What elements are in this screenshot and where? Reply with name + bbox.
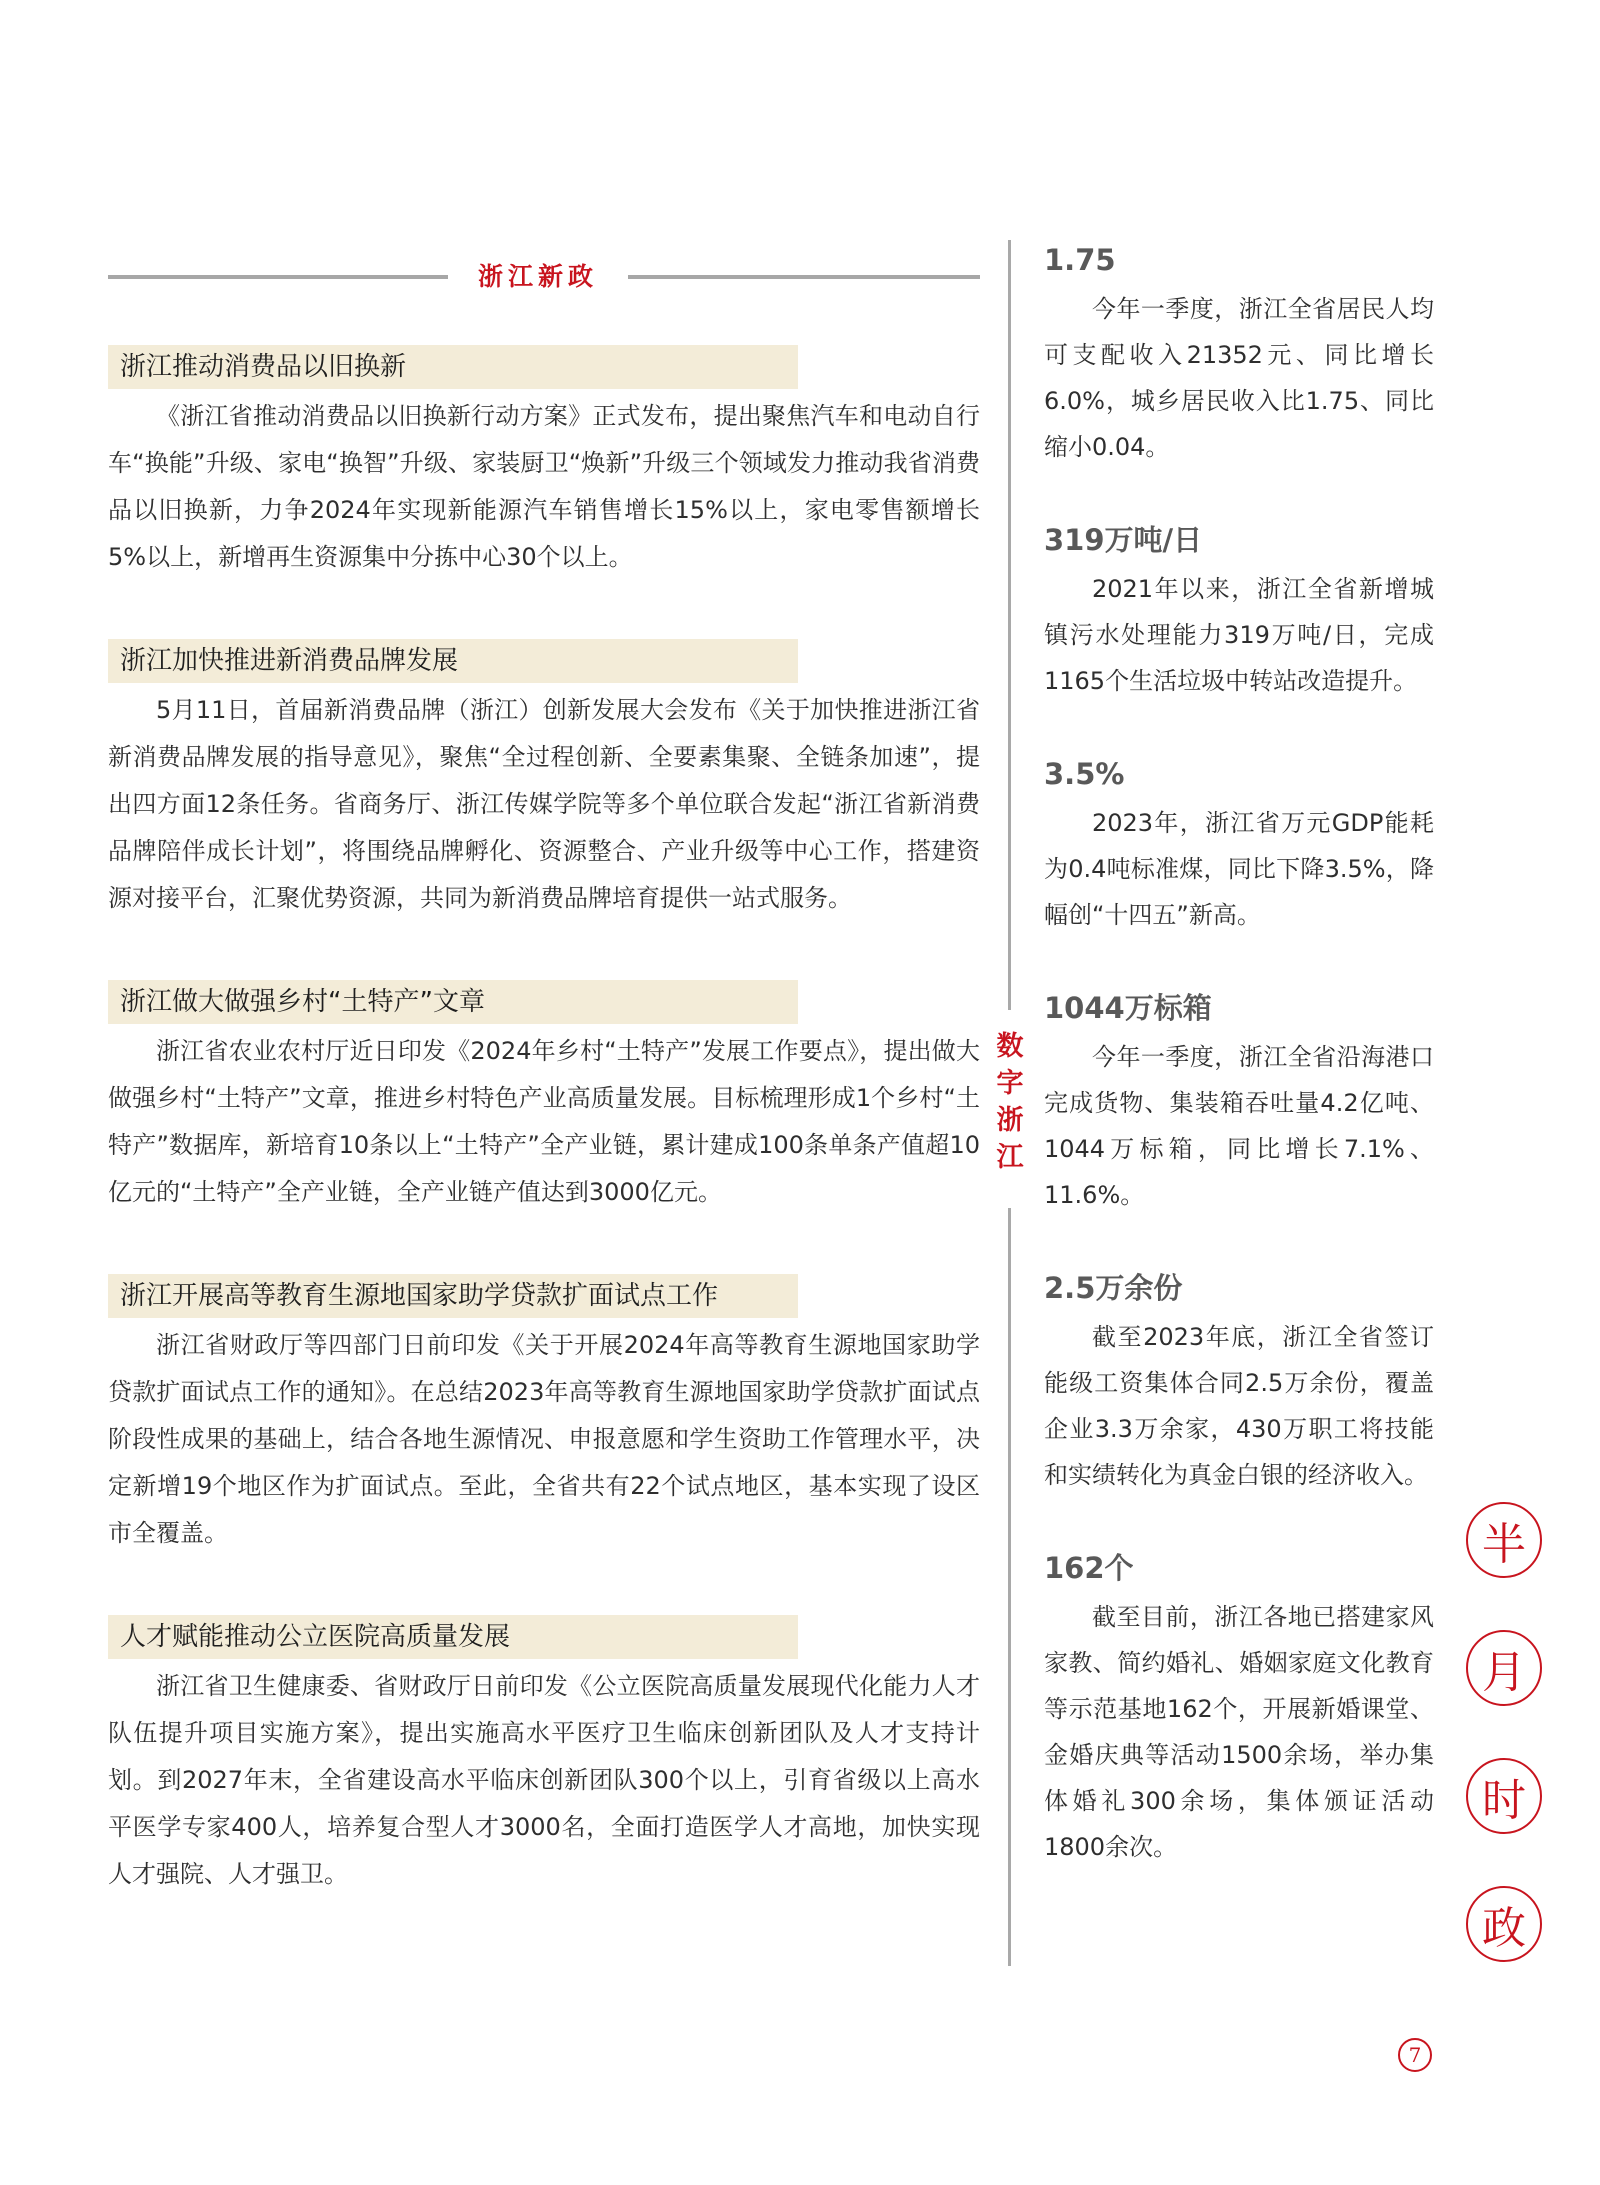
section-rule-right	[628, 275, 980, 279]
column-logo	[1466, 1502, 1544, 2014]
stat-text: 2021年以来，浙江全省新增城镇污水处理能力319万吨/日，完成1165个生活垃圾中转站改造提升。	[1044, 575, 1434, 695]
stat-number: 162个	[1044, 1551, 1134, 1585]
sidebar-title-char: 数	[996, 1031, 1024, 1062]
vertical-rule-top	[1008, 240, 1011, 1010]
article-body: 5月11日，首届新消费品牌（浙江）创新发展大会发布《关于加快推进浙江省新消费品牌发展的指导意见》，聚焦“全过程创新、全要素集聚、全链条加速”，提出四方面12条任务。省商务厅、浙江传媒学院等多个单位联合发起“浙江省新消费品牌陪伴成长计划”，将围绕品牌孵化、资源整合、产业升级等中心工作，搭建资源对接平台，汇聚优势资源，共同为新消费品牌培育提供一站式服务。	[108, 696, 980, 912]
stat-item	[1044, 240, 1434, 470]
stat-number: 1.75	[1044, 243, 1116, 277]
section-header	[108, 260, 980, 294]
vertical-rule-bottom	[1008, 1208, 1011, 1966]
sidebar-vertical-title	[992, 1028, 1028, 1176]
stat-text: 截至2023年底，浙江全省签订能级工资集体合同2.5万余份，覆盖企业3.3万余家，430万职工将技能和实绩转化为真金白银的经济收入。	[1044, 1323, 1434, 1489]
news-column	[108, 345, 980, 1956]
article-title: 人才赋能推动公立医院高质量发展	[108, 1615, 798, 1659]
article-body: 浙江省农业农村厅近日印发《2024年乡村“土特产”发展工作要点》，提出做大做强乡村“土特产”文章，推进乡村特色产业高质量发展。目标梳理形成1个乡村“土特产”数据库，新培育10条以上“土特产”全产业链，累计建成100条单条产值超10亿元的“土特产”全产业链，全产业链产值达到3000亿元。	[108, 1037, 980, 1206]
stat-item	[1044, 988, 1434, 1218]
stat-item	[1044, 754, 1434, 938]
article-card	[108, 1274, 980, 1557]
article-body: 《浙江省推动消费品以旧换新行动方案》正式发布，提出聚焦汽车和电动自行车“换能”升级、家电“换智”升级、家装厨卫“焕新”升级三个领域发力推动我省消费品以旧换新，力争2024年实现新能源汽车销售增长15%以上，家电零售额增长5%以上，新增再生资源集中分拣中心30个以上。	[108, 402, 980, 571]
stat-text: 今年一季度，浙江全省居民人均可支配收入21352元、同比增长6.0%，城乡居民收入比1.75、同比缩小0.04。	[1044, 295, 1434, 461]
article-title: 浙江做大做强乡村“土特产”文章	[108, 980, 798, 1024]
article-card	[108, 980, 980, 1216]
column-logo-seal: 时	[1466, 1758, 1542, 1834]
stat-number: 1044万标箱	[1044, 991, 1212, 1025]
stat-number: 319万吨/日	[1044, 523, 1203, 557]
digital-zhejiang-sidebar	[1044, 240, 1434, 1920]
article-title: 浙江加快推进新消费品牌发展	[108, 639, 798, 683]
article-card	[108, 1615, 980, 1898]
stat-text: 截至目前，浙江各地已搭建家风家教、简约婚礼、婚姻家庭文化教育等示范基地162个，开展新婚课堂、金婚庆典等活动1500余场，举办集体婚礼300余场，集体颁证活动1800余次。	[1044, 1603, 1434, 1861]
column-logo-seal: 半	[1466, 1502, 1542, 1578]
stat-text: 今年一季度，浙江全省沿海港口完成货物、集装箱吞吐量4.2亿吨、1044万标箱，同比增长7.1%、11.6%。	[1044, 1043, 1434, 1209]
article-title: 浙江开展高等教育生源地国家助学贷款扩面试点工作	[108, 1274, 798, 1318]
sidebar-title-char: 江	[996, 1142, 1024, 1173]
stat-number: 2.5万余份	[1044, 1271, 1183, 1305]
article-title: 浙江推动消费品以旧换新	[108, 345, 798, 389]
section-rule-left	[108, 275, 448, 279]
stat-number: 3.5%	[1044, 757, 1125, 791]
stat-item	[1044, 1548, 1434, 1870]
sidebar-title-char: 字	[996, 1068, 1024, 1099]
stat-item	[1044, 520, 1434, 704]
stat-item	[1044, 1268, 1434, 1498]
stat-text: 2023年，浙江省万元GDP能耗为0.4吨标准煤，同比下降3.5%，降幅创“十四五”新高。	[1044, 809, 1434, 929]
section-title: 浙江新政	[477, 262, 598, 291]
column-logo-seal: 政	[1466, 1886, 1542, 1962]
sidebar-title-char: 浙	[996, 1105, 1024, 1136]
column-logo-seal: 月	[1466, 1630, 1542, 1706]
page-number: 7	[1398, 2038, 1432, 2072]
article-card	[108, 639, 980, 922]
article-body: 浙江省财政厅等四部门日前印发《关于开展2024年高等教育生源地国家助学贷款扩面试点工作的通知》。在总结2023年高等教育生源地国家助学贷款扩面试点阶段性成果的基础上，结合各地生源情况、申报意愿和学生资助工作管理水平，决定新增19个地区作为扩面试点。至此，全省共有22个试点地区，基本实现了设区市全覆盖。	[108, 1331, 980, 1547]
article-card	[108, 345, 980, 581]
article-body: 浙江省卫生健康委、省财政厅日前印发《公立医院高质量发展现代化能力人才队伍提升项目实施方案》，提出实施高水平医疗卫生临床创新团队及人才支持计划。到2027年末，全省建设高水平临床创新团队300个以上，引育省级以上高水平医学专家400人，培养复合型人才3000名，全面打造医学人才高地，加快实现人才强院、人才强卫。	[108, 1672, 980, 1888]
